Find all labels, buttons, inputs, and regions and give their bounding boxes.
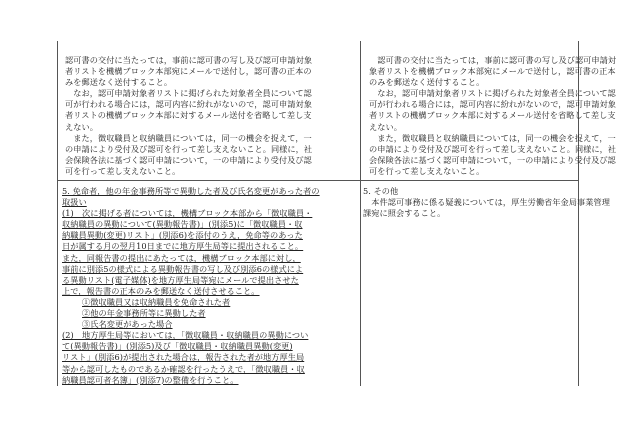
column-divider bbox=[360, 41, 361, 386]
item-line: る異動リスト(電子媒体)を地方厚生局等宛にメールで提出させた bbox=[62, 274, 299, 285]
text-line: 者リストの機構ブロック本部に対するメール送付を省略して差し支 bbox=[65, 110, 312, 121]
item-line: また，同報告書の提出にあたっては，機構ブロック本部に対し， bbox=[62, 252, 301, 263]
text-line: 課宛に照会すること。 bbox=[363, 208, 446, 219]
item-line: て(異動報告書)」(別添5)及び「徴収職員・収納職員異動(変更) bbox=[62, 341, 293, 352]
right-top-cell bbox=[369, 55, 617, 177]
text-line: 者リストを機構ブロック本部宛にメールで送付し，認可書の正本の bbox=[65, 66, 312, 77]
text-line: また，徴収職員と収納職員については，同一の機会を捉えて，一 bbox=[65, 132, 312, 143]
sub-item: ③氏名変更があった場合 bbox=[82, 319, 173, 330]
left-top-cell bbox=[65, 55, 355, 177]
section-heading-cont: 取扱い bbox=[62, 197, 87, 208]
item-line: 事前に別添5の様式による異動報告書の写し及び別添6の様式によ bbox=[62, 263, 304, 274]
text-line: 認可書の交付に当たっては，事前に認可書の写し及び認可申請対象 bbox=[65, 55, 313, 65]
text-line: 本件認可事務に係る疑義については，厚生労働省年金局事業管理 bbox=[363, 197, 610, 208]
text-line: 可が行われる場合には，認可内容に紛れがないので，認可申請対象 bbox=[369, 99, 616, 110]
text-line: の申請により受付及び認可を行って差し支えないこと。同様に，社 bbox=[369, 143, 617, 154]
text-line: 認可書の交付に当たっては，事前に認可書の写し及び認可申請対 bbox=[369, 55, 617, 65]
comparison-table bbox=[57, 41, 617, 386]
sub-item: ①徴収職員又は収納職員を免命された者 bbox=[82, 296, 231, 307]
text-line: 可を行って差し支えないこと。 bbox=[65, 165, 181, 176]
section-heading: 5. その他 bbox=[363, 186, 399, 196]
text-line: 可を行って差し支えないこと。 bbox=[369, 165, 485, 176]
item-line: (1) 次に掲げる者については，機構ブロック本部から「徴収職員・ bbox=[62, 208, 313, 219]
section-heading: 5. 免命者，他の年金事務所等で異動した者及び氏名変更があった者の bbox=[62, 186, 320, 196]
text-line: みを郵送なく送付すること。 bbox=[65, 77, 173, 88]
text-line: なお，認可申請対象者リストに掲げられた対象者全員について認 bbox=[369, 88, 616, 99]
text-line: の申請により受付及び認可を行って差し支えないこと。同様に，社 bbox=[65, 143, 313, 154]
item-line: 上で，報告書の正本のみを郵送なく送付させること。 bbox=[62, 285, 260, 296]
item-line: 納職員異動(変更)リスト」(別添6)を添付のうえ，免命等のあった bbox=[62, 230, 303, 241]
text-line: 会保険各法に基づく認可申請について，一の申請により受付及び認 bbox=[65, 154, 312, 165]
text-line: えない。 bbox=[65, 121, 98, 132]
item-line: 収納職員の異動について(異動報告書)」(別添5)に「徴収職員・収 bbox=[62, 219, 303, 230]
item-line: (2) 地方厚生局等においては，「徴収職員・収納職員の異動につい bbox=[62, 330, 309, 341]
text-line: また，徴収職員と収納職員については，同一の機会を捉えて，一 bbox=[369, 132, 616, 143]
item-line: リスト」(別添6)が提出された場合は，報告された者が地方厚生局 bbox=[62, 352, 305, 363]
row-divider bbox=[58, 180, 578, 181]
item-line: 日が属する月の翌月10日までに地方厚生局等に提出されること。 bbox=[62, 241, 304, 252]
sub-item: ②他の年金事務所等に異動した者 bbox=[82, 308, 206, 319]
left-bottom-cell bbox=[62, 186, 356, 386]
text-line: 者リストの機構ブロック本部に対するメール送付を省略して差し支 bbox=[369, 110, 616, 121]
text-line: 会保険各法に基づく認可申請について，一の申請により受付及び認 bbox=[369, 154, 616, 165]
item-line: 等から認可したものであるか確認を行ったうえで，「徴収職員・収 bbox=[62, 363, 305, 374]
right-bottom-cell bbox=[363, 186, 610, 219]
text-line: のみを郵送なく送付すること。 bbox=[369, 77, 485, 88]
text-line: 可が行われる場合には，認可内容に紛れがないので，認可申請対象 bbox=[65, 99, 312, 110]
text-line: えない。 bbox=[369, 121, 402, 132]
text-line: 象者リストを機構ブロック本部宛にメールで送付し，認可書の正本 bbox=[369, 66, 616, 77]
item-line: 納職員認可者名簿」(別添7)の整備を行うこと。 bbox=[62, 374, 239, 385]
text-line: なお，認可申請対象者リストに掲げられた対象者全員について認 bbox=[65, 88, 312, 99]
